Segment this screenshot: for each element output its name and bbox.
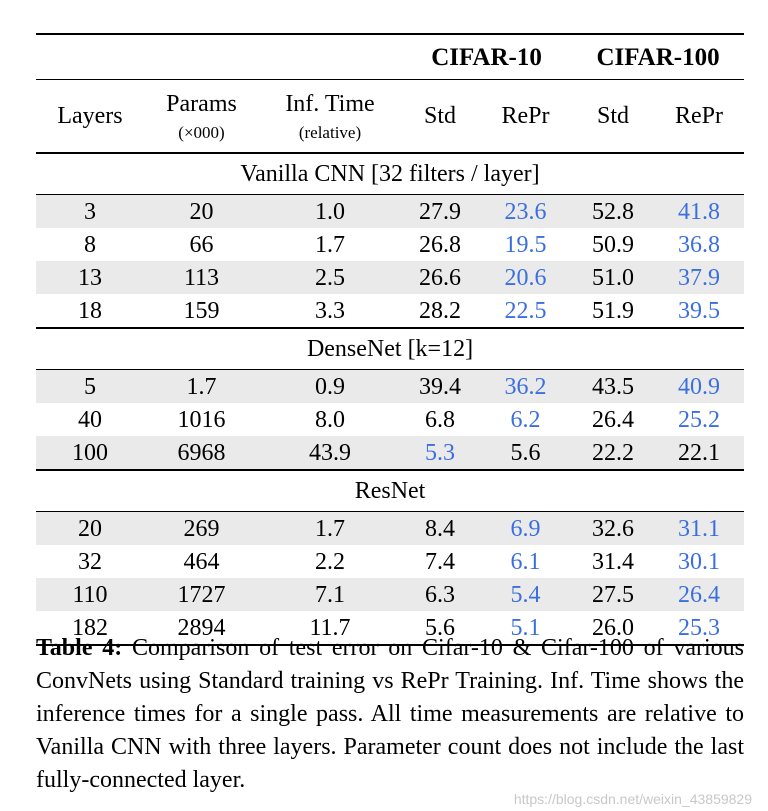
cell-c100-repr: 25.3 <box>654 611 744 645</box>
cell-layers: 13 <box>36 261 144 294</box>
cell-inf: 2.5 <box>259 261 401 294</box>
cell-params: 113 <box>144 261 259 294</box>
cell-params: 1.7 <box>144 370 259 404</box>
results-table <box>36 33 744 646</box>
cell-params: 269 <box>144 512 259 546</box>
cell-c100-repr: 39.5 <box>678 297 721 324</box>
watermark: https://blog.csdn.net/weixin_43859829 <box>513 791 752 807</box>
section-header <box>36 153 744 195</box>
cell-layers: 32 <box>78 548 102 575</box>
cell-c10-repr: 6.9 <box>479 512 572 546</box>
cell-c100-std: 43.5 <box>572 370 654 404</box>
cell-layers: 3 <box>36 195 144 229</box>
col-c10-std: Std <box>401 80 479 154</box>
cell-c100-repr: 40.9 <box>654 370 744 404</box>
group-cifar100: CIFAR-100 <box>572 34 744 80</box>
cell-c10-repr: 20.6 <box>479 261 572 294</box>
cell-c100-repr: 25.2 <box>678 406 721 433</box>
cell-c10-std: 8.4 <box>401 512 479 546</box>
cell-inf: 11.7 <box>259 611 401 645</box>
cell-layers: 100 <box>36 436 144 470</box>
caption-label: Table 4: <box>36 635 123 661</box>
cell-params: 20 <box>144 195 259 229</box>
col-c100-std: Std <box>572 80 654 154</box>
cell-c100-std: 26.4 <box>592 406 635 433</box>
section-header <box>36 328 744 370</box>
cell-inf: 7.1 <box>259 578 401 611</box>
group-header-row <box>36 34 744 80</box>
cell-c100-std: 31.4 <box>592 548 635 575</box>
table-row <box>36 370 744 404</box>
cell-c10-repr: 6.1 <box>510 548 541 575</box>
col-inf-time: Inf. Time (relative) <box>259 80 401 154</box>
cell-c100-std: 27.5 <box>572 578 654 611</box>
cell-c100-std: 52.8 <box>572 195 654 229</box>
cell-layers: 182 <box>36 611 144 645</box>
cell-c10-std: 5.6 <box>401 611 479 645</box>
table-row <box>36 545 744 578</box>
section-title: DenseNet [k=12] <box>36 328 744 370</box>
cell-layers: 40 <box>78 406 102 433</box>
cell-layers: 110 <box>36 578 144 611</box>
cell-c100-std: 26.0 <box>572 611 654 645</box>
table-row <box>36 403 744 436</box>
table-row <box>36 261 744 294</box>
cell-inf: 3.3 <box>315 297 345 324</box>
cell-c100-repr: 37.9 <box>654 261 744 294</box>
cell-c10-std: 5.3 <box>401 436 479 470</box>
section-title: Vanilla CNN [32 filters / layer] <box>36 153 744 195</box>
cell-c10-repr: 5.4 <box>479 578 572 611</box>
cell-inf: 8.0 <box>315 406 345 433</box>
cell-c100-repr: 30.1 <box>678 548 721 575</box>
cell-inf: 1.7 <box>315 231 345 258</box>
cell-inf: 0.9 <box>259 370 401 404</box>
cell-c100-std: 51.9 <box>592 297 635 324</box>
table-row <box>36 436 744 470</box>
cell-c100-repr: 26.4 <box>654 578 744 611</box>
cell-c10-repr: 22.5 <box>504 297 547 324</box>
cell-c10-repr: 19.5 <box>504 231 547 258</box>
table-row <box>36 512 744 546</box>
cell-c10-std: 6.3 <box>401 578 479 611</box>
col-inf-time-sub: (relative) <box>298 122 362 142</box>
cell-c100-std: 32.6 <box>572 512 654 546</box>
cell-c100-std: 22.2 <box>572 436 654 470</box>
cell-params: 159 <box>183 297 220 324</box>
cell-params: 2894 <box>144 611 259 645</box>
cell-params: 6968 <box>144 436 259 470</box>
cell-c10-std: 39.4 <box>401 370 479 404</box>
table-row <box>36 195 744 229</box>
cell-layers: 20 <box>36 512 144 546</box>
cell-layers: 18 <box>78 297 102 324</box>
cell-c10-repr: 36.2 <box>479 370 572 404</box>
cell-c10-std: 28.2 <box>419 297 461 324</box>
table-row <box>36 294 744 328</box>
col-params-sub: (×000) <box>178 122 225 142</box>
col-layers: Layers <box>36 80 144 154</box>
cell-params: 66 <box>189 231 214 258</box>
cell-c100-repr: 41.8 <box>654 195 744 229</box>
cell-inf: 1.0 <box>259 195 401 229</box>
cell-c100-std: 50.9 <box>592 231 635 258</box>
cell-inf: 2.2 <box>315 548 345 575</box>
cell-c10-std: 27.9 <box>401 195 479 229</box>
col-c10-repr: RePr <box>479 80 572 154</box>
cell-c100-repr: 31.1 <box>654 512 744 546</box>
cell-c100-repr: 36.8 <box>678 231 721 258</box>
cell-c10-std: 26.6 <box>401 261 479 294</box>
cell-c10-repr: 5.6 <box>479 436 572 470</box>
cell-c10-repr: 23.6 <box>479 195 572 229</box>
cell-c10-repr: 6.2 <box>510 406 541 433</box>
table-body <box>36 153 744 645</box>
cell-inf: 1.7 <box>259 512 401 546</box>
cell-layers: 8 <box>84 231 96 258</box>
section-title: ResNet <box>36 470 744 512</box>
cell-layers: 5 <box>36 370 144 404</box>
cell-c10-std: 6.8 <box>425 406 455 433</box>
table-caption <box>36 632 744 797</box>
column-header-row <box>36 80 744 154</box>
cell-inf: 43.9 <box>259 436 401 470</box>
caption-text: Comparison of test error on Cifar-10 & Cifar-100 of various ConvNets using Standard training vs RePr Training. Inf. Time shows the inference times for a single pass. All time measurements are relative to Vanilla CNN with three layers. Parameter count does not include the last fully-connected layer. <box>36 635 744 793</box>
cell-c100-repr: 22.1 <box>654 436 744 470</box>
cell-params: 1016 <box>177 406 226 433</box>
cell-params: 464 <box>183 548 220 575</box>
table-row <box>36 228 744 261</box>
cell-c10-repr: 5.1 <box>479 611 572 645</box>
col-params: Params (×000) <box>144 80 259 154</box>
table-row <box>36 578 744 611</box>
cell-params: 1727 <box>144 578 259 611</box>
cell-c100-std: 51.0 <box>572 261 654 294</box>
cell-c10-std: 26.8 <box>419 231 461 258</box>
cell-c10-std: 7.4 <box>425 548 455 575</box>
section-header <box>36 470 744 512</box>
col-c100-repr: RePr <box>654 80 744 154</box>
group-cifar10: CIFAR-10 <box>401 34 572 80</box>
